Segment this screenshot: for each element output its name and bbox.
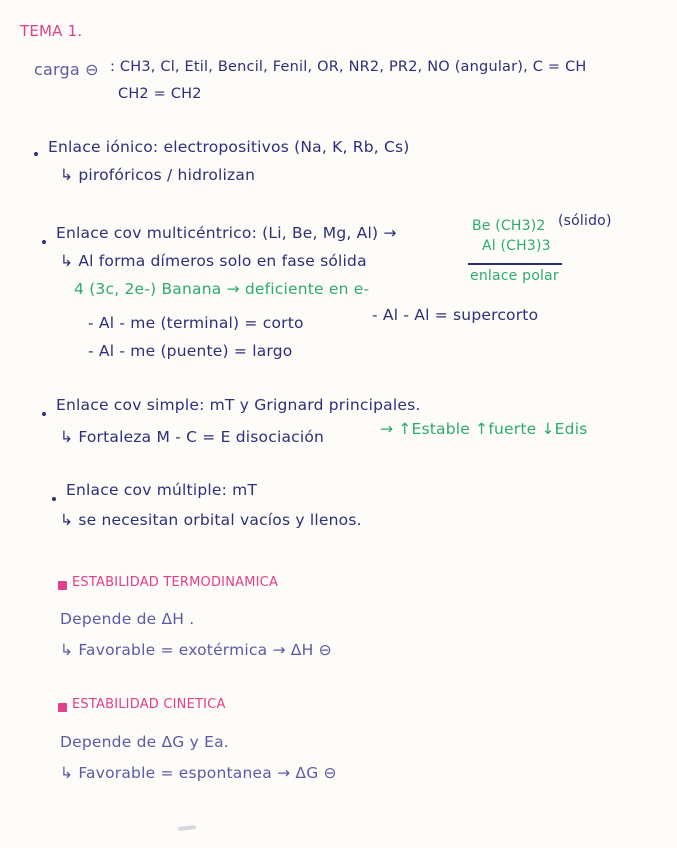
section-marker (58, 703, 67, 712)
bullet-dot (42, 412, 46, 416)
carga-items-cont: CH2 = CH2 (118, 86, 202, 102)
pen-smudge (178, 825, 196, 831)
bullet-dot (34, 152, 38, 156)
termo-line1: Depende de ΔH . (60, 610, 195, 628)
carga-items: : CH3, Cl, Etil, Bencil, Fenil, OR, NR2, PR2, NO (angular), C = CH (110, 59, 587, 75)
al-note: Al (CH3)3 (482, 238, 551, 254)
simple-sub-note: → ↑Estable ↑fuerte ↓Edis (380, 420, 588, 438)
termo-line2: ↳ Favorable = exotérmica → ΔH ⊖ (60, 641, 332, 659)
bullet-dot (52, 497, 56, 501)
carga-label: carga ⊖ (34, 60, 99, 79)
multicentrico-line2: 4 (3c, 2e-) Banana → deficiente en e- (74, 280, 370, 298)
ionico-heading: Enlace iónico: electropositivos (Na, K, Rb, Cs) (48, 138, 410, 156)
simple-heading: Enlace cov simple: mT y Grignard principales. (56, 396, 421, 414)
simple-sub: ↳ Fortaleza M - C = E disociación (60, 428, 325, 446)
multiple-sub: ↳ se necesitan orbital vacíos y llenos. (60, 511, 362, 529)
be-suffix: (sólido) (558, 213, 612, 229)
multicentrico-line4: - Al - me (puente) = largo (88, 342, 293, 360)
cinetica-line1: Depende de ΔG y Ea. (60, 733, 229, 751)
bullet-dot (42, 240, 46, 244)
multicentrico-heading: Enlace cov multicéntrico: (Li, Be, Mg, Al) → (56, 224, 397, 242)
multicentrico-line3: - Al - me (terminal) = corto (88, 314, 304, 332)
multiple-heading: Enlace cov múltiple: mT (66, 481, 258, 499)
multicentrico-line3b: - Al - Al = supercorto (372, 306, 539, 324)
be-note: Be (CH3)2 (472, 218, 546, 234)
multicentrico-line1: ↳ Al forma dímeros solo en fase sólida (60, 252, 367, 270)
cinetica-heading: ESTABILIDAD CINETICA (72, 697, 226, 712)
polar-note: enlace polar (470, 268, 559, 284)
note-underline (468, 263, 562, 265)
cinetica-line2: ↳ Favorable = espontanea → ΔG ⊖ (60, 764, 337, 782)
page-title: TEMA 1. (20, 22, 83, 40)
section-marker (58, 581, 67, 590)
termo-heading: ESTABILIDAD TERMODINAMICA (72, 575, 279, 590)
ionico-sub: ↳ pirofóricos / hidrolizan (60, 166, 256, 184)
